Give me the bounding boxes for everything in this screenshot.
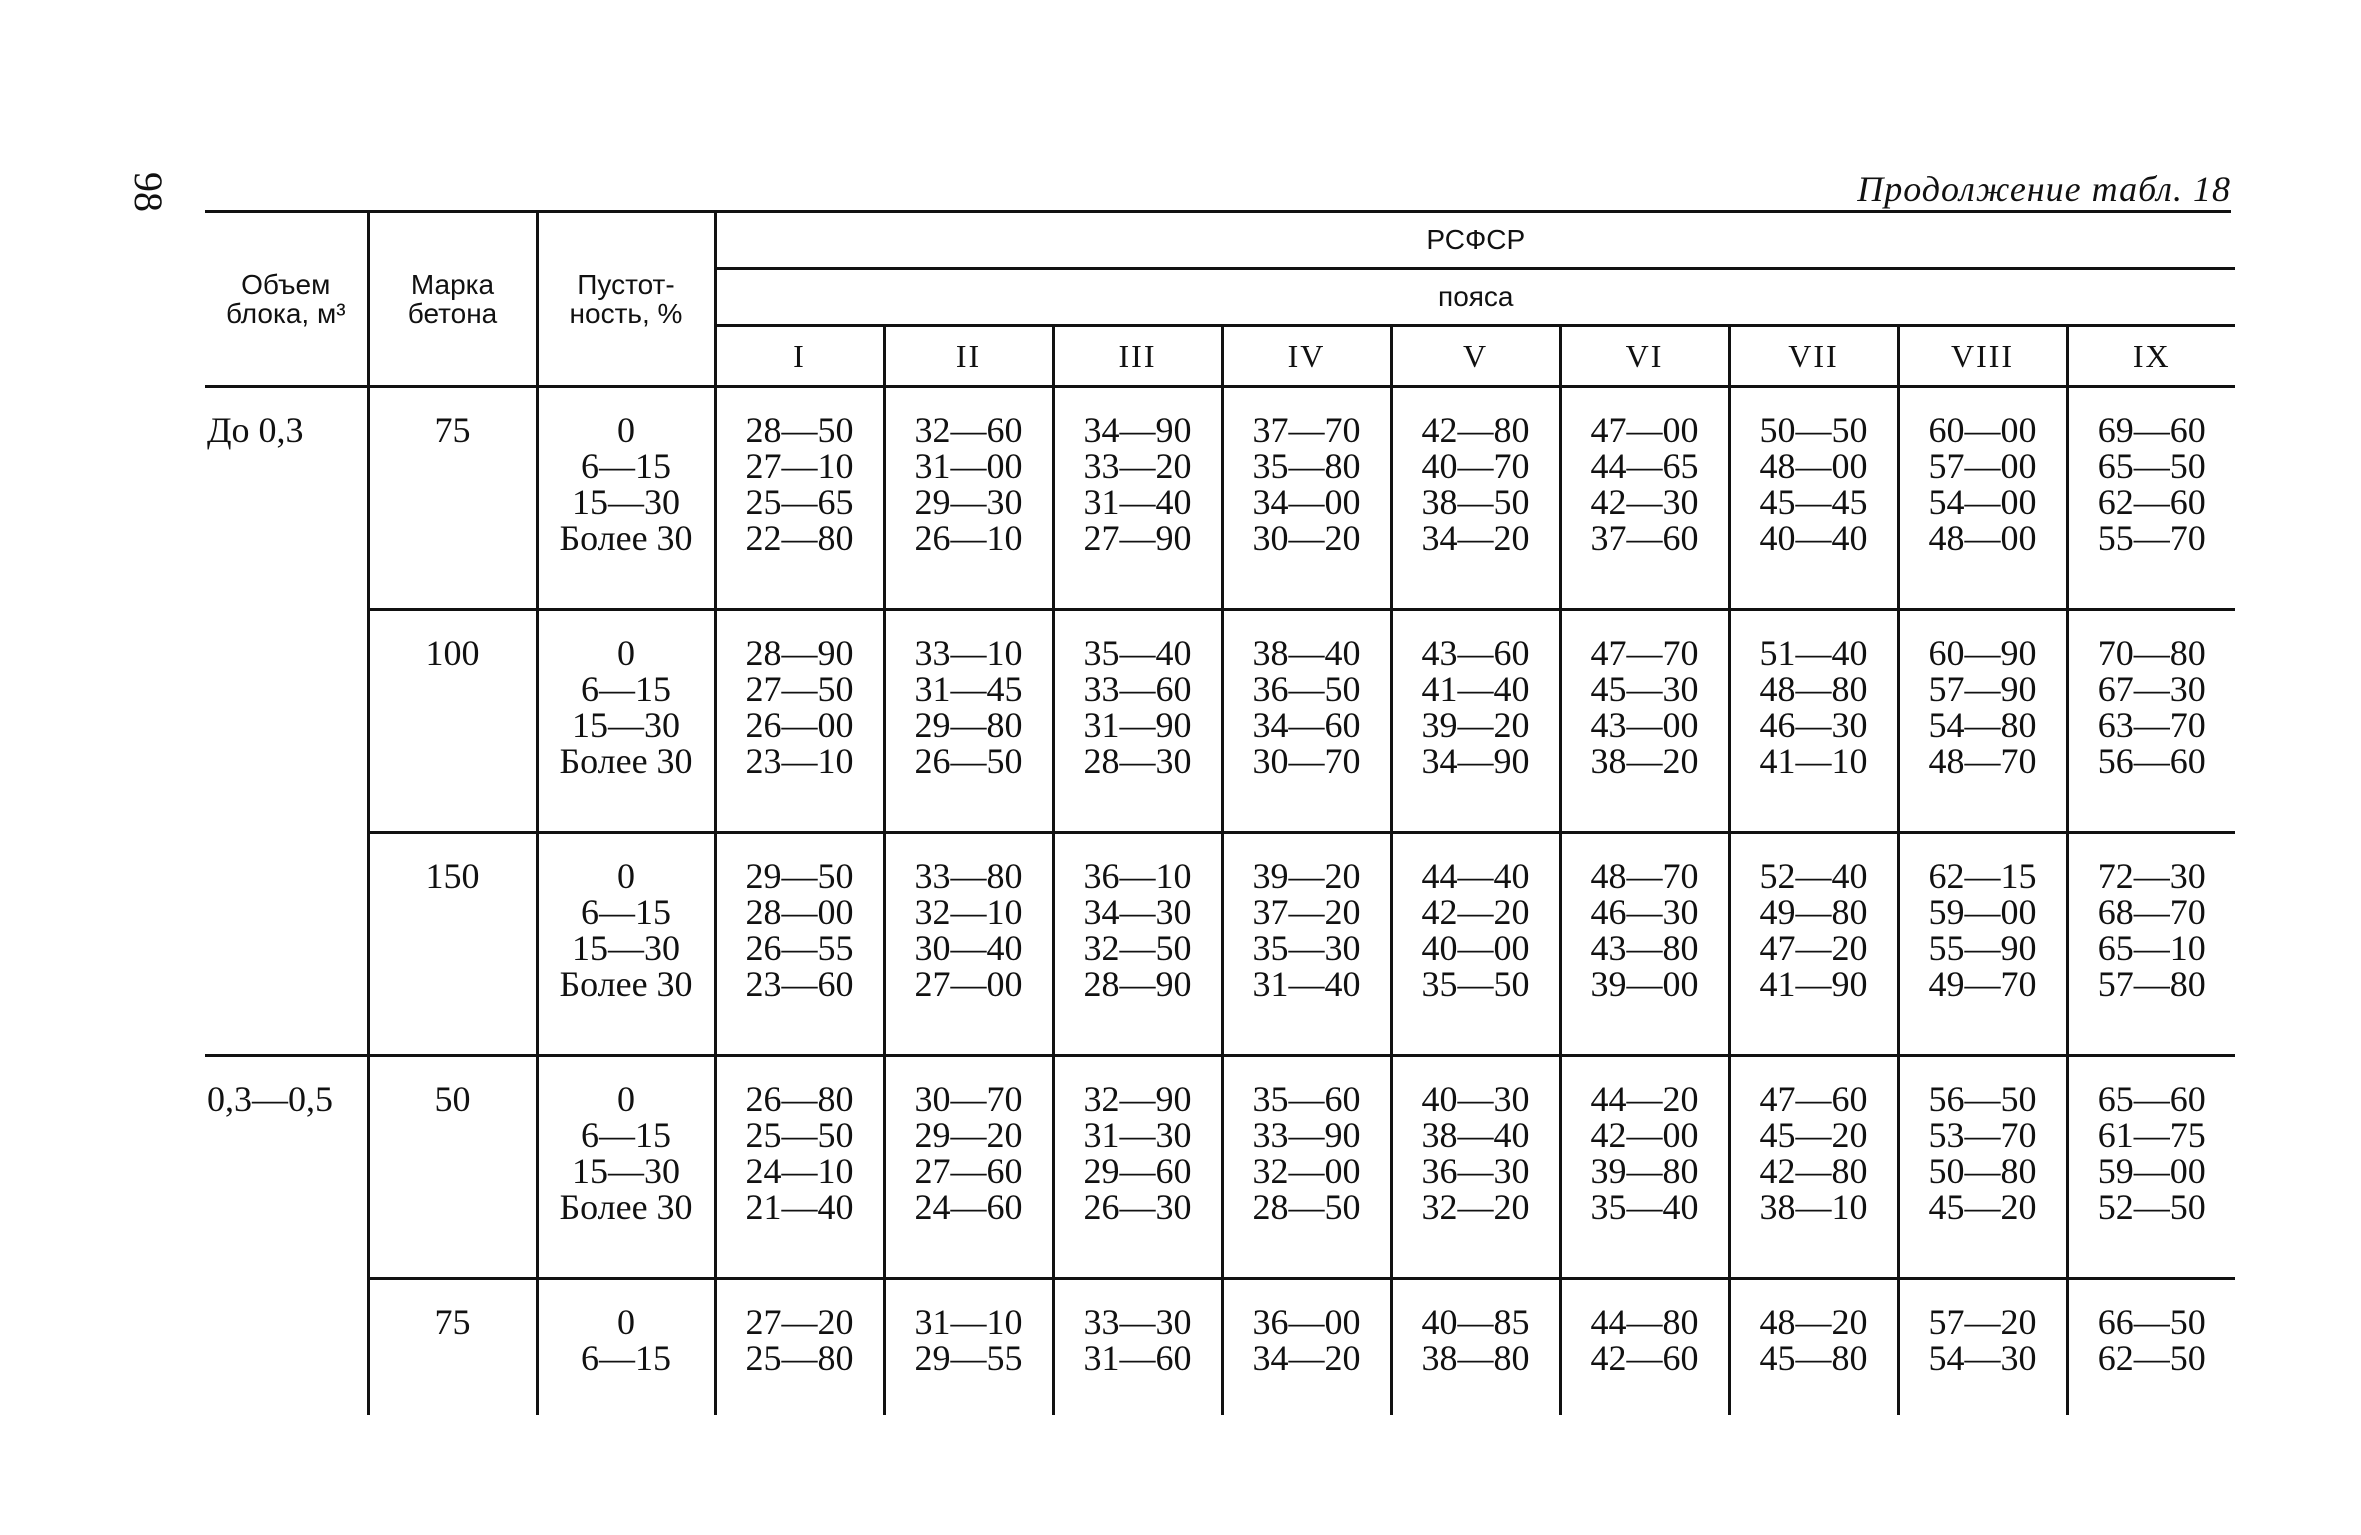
value-line: 72—30 <box>2097 856 2206 896</box>
value-line: 36—50 <box>1252 669 1361 709</box>
value-line: 47—70 <box>1590 633 1699 673</box>
voids-line: 6—15 <box>581 1115 671 1155</box>
value-cell-zone-7 <box>1729 1279 1898 1416</box>
voids-line: 0 <box>617 633 635 673</box>
voids-line: 0 <box>617 1079 635 1119</box>
value-cell-zone-6 <box>1560 833 1729 1056</box>
value-line: 67—30 <box>2097 669 2206 709</box>
value-line: 29—30 <box>914 482 1023 522</box>
value-line: 40—00 <box>1421 928 1530 968</box>
table-row <box>205 610 2235 833</box>
value-line: 31—45 <box>914 669 1023 709</box>
value-line: 35—50 <box>1421 964 1530 1004</box>
value-line: 48—00 <box>1759 446 1868 486</box>
value-cell-zone-9 <box>2067 610 2235 833</box>
value-line: 35—40 <box>1083 633 1192 673</box>
value-line: 35—40 <box>1590 1187 1699 1227</box>
value-line: 32—00 <box>1252 1151 1361 1191</box>
header-zone-9: IX <box>2067 326 2235 387</box>
value-line: 45—30 <box>1590 669 1699 709</box>
table-caption: Продолжение табл. 18 <box>1857 169 2231 209</box>
value-line: 31—60 <box>1083 1338 1192 1378</box>
value-line: 28—50 <box>1252 1187 1361 1227</box>
value-line: 41—90 <box>1759 964 1868 1004</box>
grade-cell: 100 <box>368 610 537 833</box>
value-line: 25—50 <box>745 1115 854 1155</box>
value-line: 27—90 <box>1083 518 1192 558</box>
value-line: 29—60 <box>1083 1151 1192 1191</box>
page-number: 98 <box>126 172 171 212</box>
value-line: 63—70 <box>2097 705 2206 745</box>
value-line: 53—70 <box>1928 1115 2037 1155</box>
value-line: 31—00 <box>914 446 1023 486</box>
value-cell-zone-6 <box>1560 1056 1729 1279</box>
value-line: 28—50 <box>745 410 854 450</box>
value-line: 37—20 <box>1252 892 1361 932</box>
value-line: 65—10 <box>2097 928 2206 968</box>
voids-line: 6—15 <box>581 446 671 486</box>
value-cell-zone-6 <box>1560 1279 1729 1416</box>
voids-line: Более 30 <box>559 518 693 558</box>
value-line: 60—90 <box>1928 633 2037 673</box>
value-line: 48—20 <box>1759 1302 1868 1342</box>
voids-line: 6—15 <box>581 892 671 932</box>
value-line: 52—40 <box>1759 856 1868 896</box>
value-line: 62—60 <box>2097 482 2206 522</box>
voids-line: 6—15 <box>581 1338 671 1378</box>
value-line: 34—20 <box>1252 1338 1361 1378</box>
value-line: 42—20 <box>1421 892 1530 932</box>
value-line: 28—90 <box>1083 964 1192 1004</box>
value-line: 29—50 <box>745 856 854 896</box>
value-cell-zone-8 <box>1898 1279 2067 1416</box>
value-line: 65—50 <box>2097 446 2206 486</box>
grade-cell: 150 <box>368 833 537 1056</box>
value-line: 34—20 <box>1421 518 1530 558</box>
value-line: 27—00 <box>914 964 1023 1004</box>
value-cell-zone-8 <box>1898 833 2067 1056</box>
value-line: 46—30 <box>1590 892 1699 932</box>
header-zones-label: пояса <box>715 269 2235 326</box>
value-cell-zone-7 <box>1729 1056 1898 1279</box>
value-line: 27—20 <box>745 1302 854 1342</box>
value-cell-zone-9 <box>2067 387 2235 610</box>
value-line: 30—20 <box>1252 518 1361 558</box>
voids-line: 0 <box>617 1302 635 1342</box>
value-line: 44—65 <box>1590 446 1699 486</box>
value-line: 33—90 <box>1252 1115 1361 1155</box>
value-line: 23—10 <box>745 741 854 781</box>
value-line: 36—00 <box>1252 1302 1361 1342</box>
data-table <box>205 213 2235 1415</box>
voids-line: 15—30 <box>572 705 680 745</box>
value-cell-zone-9 <box>2067 833 2235 1056</box>
value-line: 45—80 <box>1759 1338 1868 1378</box>
value-cell-zone-8 <box>1898 610 2067 833</box>
value-cell-zone-3 <box>1053 1279 1222 1416</box>
value-line: 37—60 <box>1590 518 1699 558</box>
voids-line: 15—30 <box>572 928 680 968</box>
value-line: 40—40 <box>1759 518 1868 558</box>
table-row <box>205 1279 2235 1416</box>
value-line: 47—60 <box>1759 1079 1868 1119</box>
value-line: 31—90 <box>1083 705 1192 745</box>
header-voids: Пустот-ность, % <box>537 213 715 387</box>
value-line: 27—10 <box>745 446 854 486</box>
value-line: 28—00 <box>745 892 854 932</box>
value-cell-zone-3 <box>1053 610 1222 833</box>
value-line: 32—20 <box>1421 1187 1530 1227</box>
value-line: 38—20 <box>1590 741 1699 781</box>
value-cell-zone-4 <box>1222 1056 1391 1279</box>
volume-cell: 0,3—0,5 <box>205 1056 368 1279</box>
header-zone-7: VII <box>1729 326 1898 387</box>
value-line: 55—70 <box>2097 518 2206 558</box>
value-line: 31—10 <box>914 1302 1023 1342</box>
value-cell-zone-3 <box>1053 833 1222 1056</box>
value-line: 42—60 <box>1590 1338 1699 1378</box>
header-zone-8: VIII <box>1898 326 2067 387</box>
value-line: 40—30 <box>1421 1079 1530 1119</box>
value-cell-zone-6 <box>1560 387 1729 610</box>
value-line: 35—60 <box>1252 1079 1361 1119</box>
value-line: 42—00 <box>1590 1115 1699 1155</box>
value-cell-zone-4 <box>1222 610 1391 833</box>
header-region: РСФСР <box>715 213 2235 269</box>
voids-line: 15—30 <box>572 482 680 522</box>
value-line: 27—50 <box>745 669 854 709</box>
voids-line: 6—15 <box>581 669 671 709</box>
value-line: 54—80 <box>1928 705 2037 745</box>
header-zone-6: VI <box>1560 326 1729 387</box>
value-line: 29—20 <box>914 1115 1023 1155</box>
value-line: 60—00 <box>1928 410 2037 450</box>
value-line: 31—30 <box>1083 1115 1192 1155</box>
voids-line: 15—30 <box>572 1151 680 1191</box>
value-line: 33—30 <box>1083 1302 1192 1342</box>
value-line: 26—00 <box>745 705 854 745</box>
value-line: 31—40 <box>1252 964 1361 1004</box>
value-line: 38—50 <box>1421 482 1530 522</box>
value-line: 26—80 <box>745 1079 854 1119</box>
value-line: 45—45 <box>1759 482 1868 522</box>
value-line: 59—00 <box>1928 892 2037 932</box>
value-line: 25—65 <box>745 482 854 522</box>
value-cell-zone-3 <box>1053 387 1222 610</box>
value-line: 25—80 <box>745 1338 854 1378</box>
value-line: 35—30 <box>1252 928 1361 968</box>
value-line: 43—00 <box>1590 705 1699 745</box>
value-cell-zone-2 <box>884 1056 1053 1279</box>
voids-line: Более 30 <box>559 741 693 781</box>
value-line: 38—40 <box>1421 1115 1530 1155</box>
value-line: 39—20 <box>1421 705 1530 745</box>
value-line: 49—80 <box>1759 892 1868 932</box>
grade-cell: 75 <box>368 387 537 610</box>
header-zone-4: IV <box>1222 326 1391 387</box>
volume-cell-empty <box>205 610 368 833</box>
value-line: 24—60 <box>914 1187 1023 1227</box>
value-cell-zone-2 <box>884 833 1053 1056</box>
value-line: 52—50 <box>2097 1187 2206 1227</box>
voids-cell <box>537 833 715 1056</box>
value-line: 22—80 <box>745 518 854 558</box>
value-cell-zone-1 <box>715 610 884 833</box>
value-line: 30—70 <box>914 1079 1023 1119</box>
value-line: 28—30 <box>1083 741 1192 781</box>
header-zone-3: III <box>1053 326 1222 387</box>
header-zone-1: I <box>715 326 884 387</box>
value-cell-zone-5 <box>1391 1279 1560 1416</box>
value-line: 48—00 <box>1928 518 2037 558</box>
value-line: 26—50 <box>914 741 1023 781</box>
value-cell-zone-5 <box>1391 833 1560 1056</box>
value-line: 33—80 <box>914 856 1023 896</box>
volume-cell-empty <box>205 1279 368 1416</box>
voids-line: 0 <box>617 410 635 450</box>
value-line: 42—80 <box>1421 410 1530 450</box>
voids-cell <box>537 610 715 833</box>
value-line: 21—40 <box>745 1187 854 1227</box>
value-cell-zone-1 <box>715 1056 884 1279</box>
value-line: 42—30 <box>1590 482 1699 522</box>
value-line: 30—40 <box>914 928 1023 968</box>
value-line: 34—00 <box>1252 482 1361 522</box>
value-line: 43—60 <box>1421 633 1530 673</box>
value-line: 32—50 <box>1083 928 1192 968</box>
value-line: 47—20 <box>1759 928 1868 968</box>
voids-line: 0 <box>617 856 635 896</box>
value-cell-zone-5 <box>1391 387 1560 610</box>
value-line: 50—80 <box>1928 1151 2037 1191</box>
value-line: 27—60 <box>914 1151 1023 1191</box>
value-line: 34—90 <box>1083 410 1192 450</box>
voids-line: Более 30 <box>559 1187 693 1227</box>
value-line: 32—90 <box>1083 1079 1192 1119</box>
value-cell-zone-4 <box>1222 387 1391 610</box>
value-cell-zone-9 <box>2067 1279 2235 1416</box>
value-line: 38—40 <box>1252 633 1361 673</box>
value-line: 46—30 <box>1759 705 1868 745</box>
value-cell-zone-5 <box>1391 610 1560 833</box>
value-line: 44—20 <box>1590 1079 1699 1119</box>
value-line: 36—10 <box>1083 856 1192 896</box>
value-line: 31—40 <box>1083 482 1192 522</box>
value-line: 33—10 <box>914 633 1023 673</box>
value-cell-zone-4 <box>1222 833 1391 1056</box>
value-line: 68—70 <box>2097 892 2206 932</box>
value-line: 49—70 <box>1928 964 2037 1004</box>
value-line: 29—80 <box>914 705 1023 745</box>
value-line: 26—30 <box>1083 1187 1192 1227</box>
value-line: 69—60 <box>2097 410 2206 450</box>
value-line: 62—50 <box>2097 1338 2206 1378</box>
value-line: 41—10 <box>1759 741 1868 781</box>
value-line: 34—90 <box>1421 741 1530 781</box>
value-cell-zone-3 <box>1053 1056 1222 1279</box>
value-line: 57—20 <box>1928 1302 2037 1342</box>
value-line: 45—20 <box>1759 1115 1868 1155</box>
value-line: 56—60 <box>2097 741 2206 781</box>
value-cell-zone-7 <box>1729 387 1898 610</box>
value-line: 48—70 <box>1590 856 1699 896</box>
value-line: 55—90 <box>1928 928 2037 968</box>
header-grade: Марка бетона <box>368 213 537 387</box>
table-row <box>205 833 2235 1056</box>
value-cell-zone-1 <box>715 387 884 610</box>
value-line: 35—80 <box>1252 446 1361 486</box>
value-line: 62—15 <box>1928 856 2037 896</box>
value-line: 70—80 <box>2097 633 2206 673</box>
value-line: 26—55 <box>745 928 854 968</box>
value-line: 57—80 <box>2097 964 2206 1004</box>
value-cell-zone-5 <box>1391 1056 1560 1279</box>
value-line: 29—55 <box>914 1338 1023 1378</box>
value-line: 37—70 <box>1252 410 1361 450</box>
value-line: 57—90 <box>1928 669 2037 709</box>
value-cell-zone-2 <box>884 610 1053 833</box>
value-cell-zone-2 <box>884 387 1053 610</box>
value-line: 39—80 <box>1590 1151 1699 1191</box>
voids-cell <box>537 1279 715 1416</box>
volume-cell-empty <box>205 833 368 1056</box>
value-line: 61—75 <box>2097 1115 2206 1155</box>
header-zone-2: II <box>884 326 1053 387</box>
voids-cell <box>537 1056 715 1279</box>
value-line: 45—20 <box>1928 1187 2037 1227</box>
value-line: 39—20 <box>1252 856 1361 896</box>
value-line: 39—00 <box>1590 964 1699 1004</box>
value-line: 43—80 <box>1590 928 1699 968</box>
value-line: 59—00 <box>2097 1151 2206 1191</box>
grade-cell: 50 <box>368 1056 537 1279</box>
value-line: 44—40 <box>1421 856 1530 896</box>
table-row <box>205 1056 2235 1279</box>
value-line: 54—30 <box>1928 1338 2037 1378</box>
value-line: 28—90 <box>745 633 854 673</box>
value-cell-zone-2 <box>884 1279 1053 1416</box>
value-line: 48—80 <box>1759 669 1868 709</box>
value-line: 33—20 <box>1083 446 1192 486</box>
value-line: 34—60 <box>1252 705 1361 745</box>
value-line: 50—50 <box>1759 410 1868 450</box>
value-cell-zone-7 <box>1729 610 1898 833</box>
value-line: 32—60 <box>914 410 1023 450</box>
value-line: 56—50 <box>1928 1079 2037 1119</box>
value-line: 36—30 <box>1421 1151 1530 1191</box>
value-line: 47—00 <box>1590 410 1699 450</box>
value-line: 65—60 <box>2097 1079 2206 1119</box>
value-line: 66—50 <box>2097 1302 2206 1342</box>
value-cell-zone-7 <box>1729 833 1898 1056</box>
grade-cell: 75 <box>368 1279 537 1416</box>
value-line: 44—80 <box>1590 1302 1699 1342</box>
header-volume: Объем блока, м³ <box>205 213 368 387</box>
value-cell-zone-1 <box>715 1279 884 1416</box>
value-line: 34—30 <box>1083 892 1192 932</box>
value-cell-zone-4 <box>1222 1279 1391 1416</box>
value-line: 38—10 <box>1759 1187 1868 1227</box>
value-line: 42—80 <box>1759 1151 1868 1191</box>
voids-cell <box>537 387 715 610</box>
value-line: 41—40 <box>1421 669 1530 709</box>
value-line: 38—80 <box>1421 1338 1530 1378</box>
value-line: 51—40 <box>1759 633 1868 673</box>
value-line: 57—00 <box>1928 446 2037 486</box>
value-line: 32—10 <box>914 892 1023 932</box>
value-cell-zone-6 <box>1560 610 1729 833</box>
value-line: 24—10 <box>745 1151 854 1191</box>
value-line: 40—85 <box>1421 1302 1530 1342</box>
voids-line: Более 30 <box>559 964 693 1004</box>
table-row <box>205 387 2235 610</box>
value-line: 40—70 <box>1421 446 1530 486</box>
volume-cell: До 0,3 <box>205 387 368 610</box>
value-line: 33—60 <box>1083 669 1192 709</box>
value-cell-zone-1 <box>715 833 884 1056</box>
value-line: 30—70 <box>1252 741 1361 781</box>
value-cell-zone-9 <box>2067 1056 2235 1279</box>
value-cell-zone-8 <box>1898 1056 2067 1279</box>
value-cell-zone-8 <box>1898 387 2067 610</box>
header-zone-5: V <box>1391 326 1560 387</box>
value-line: 26—10 <box>914 518 1023 558</box>
value-line: 23—60 <box>745 964 854 1004</box>
value-line: 48—70 <box>1928 741 2037 781</box>
value-line: 54—00 <box>1928 482 2037 522</box>
